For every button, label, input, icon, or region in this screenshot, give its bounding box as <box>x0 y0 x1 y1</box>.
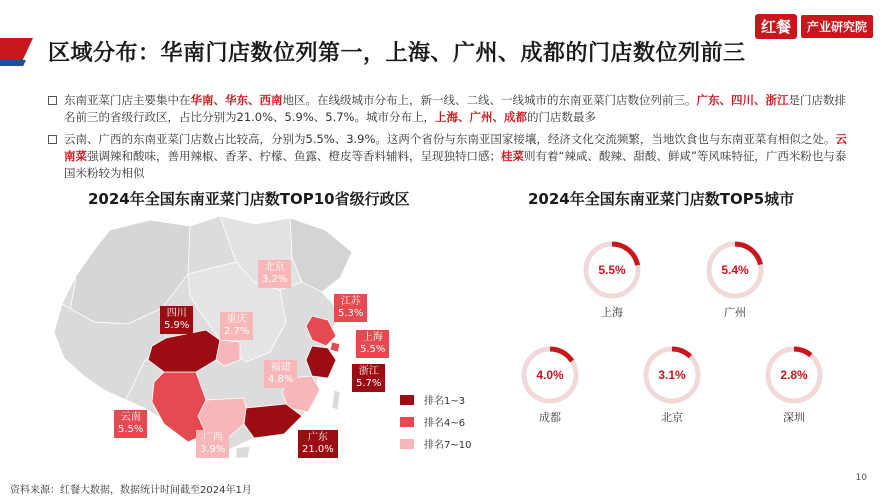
page-number: 10 <box>855 473 867 483</box>
highlight-text: 云南菜 <box>64 132 847 163</box>
map-legend <box>400 392 471 458</box>
legend-label: 排名4~6 <box>424 418 466 429</box>
callout-zhejiang: 浙江 5.7% <box>352 364 385 392</box>
callout-guangdong: 广东 21.0% <box>298 430 338 458</box>
city-donut-chart <box>500 215 860 465</box>
legend-item <box>400 414 471 429</box>
bullet-item <box>48 131 848 182</box>
page-title: 区域分布：华南门店数位列第一，上海、广州、成都的门店数位列前三 <box>48 41 746 66</box>
legend-label: 排名1~3 <box>424 396 466 407</box>
highlight-text: 华南、华东、西南 <box>190 93 283 107</box>
province-shanghai <box>330 342 340 352</box>
donut-value-label: 5.5% <box>598 263 626 277</box>
bullet-text <box>64 132 847 180</box>
callout-sichuan: 四川 5.9% <box>160 306 193 334</box>
donut-city-label: 广州 <box>724 306 746 319</box>
brand-logo <box>755 14 873 39</box>
body-text: 东南亚菜门店主要集中在 <box>64 93 191 107</box>
bullet-text <box>64 93 846 124</box>
callout-yunnan: 云南 5.5% <box>114 410 147 438</box>
donut-city-label: 成都 <box>539 411 561 424</box>
donut-value-label: 5.4% <box>721 263 749 277</box>
body-text: 则有着“辣咸、酸辣、甜酸、鲜咸”等风味特征，广西米粉也与泰国米粉较为相似 <box>64 149 847 180</box>
callout-guangxi: 广西 3.9% <box>196 430 229 458</box>
donut-value-label: 3.1% <box>658 368 686 382</box>
donut-city-label: 上海 <box>601 306 623 319</box>
legend-swatch <box>400 439 414 449</box>
donut-city-label: 深圳 <box>783 411 805 424</box>
callout-jiangsu: 江苏 5.3% <box>334 294 367 322</box>
highlight-text: 桂菜 <box>501 149 524 163</box>
legend-item <box>400 436 471 451</box>
taiwan-island <box>332 390 340 410</box>
body-text: 是门店数排名前三的省级行政区，占比分别为21.0%、5.9%、5.7%。城市分布上， <box>64 93 846 124</box>
legend-label: 排名7~10 <box>424 440 472 451</box>
header-accent-blue <box>0 60 26 66</box>
city-donut <box>524 349 576 424</box>
logo-text: 产业研究院 <box>801 15 873 38</box>
city-chart-title: 2024年全国东南亚菜门店数TOP5城市 <box>528 190 795 208</box>
city-donut <box>768 349 820 424</box>
header-accent-red <box>0 38 33 60</box>
body-text: 的门店数最多 <box>526 110 596 124</box>
header-accent-bar <box>0 38 37 68</box>
bullet-square-icon <box>48 96 57 105</box>
callout-fujian: 福建 4.8% <box>264 360 297 388</box>
body-text: 云南、广西的东南亚菜门店数占比较高，分别为5.5%、3.9%。这两个省份与东南亚国家接壤，经济文化交流频繁，当地饮食也与东南亚菜有相似之处。 <box>64 132 836 146</box>
bullet-list <box>48 92 848 187</box>
source-note: 资料来源：红餐大数据，数据统计时间截至2024年1月 <box>10 485 252 496</box>
bullet-square-icon <box>48 135 57 144</box>
callout-shanghai: 上海 5.5% <box>356 330 389 358</box>
city-donut <box>646 349 698 424</box>
body-text: 强调辣和酸味，善用辣椒、香茅、柠檬、鱼露、橙皮等香料辅料，呈现独特口感； <box>87 149 501 163</box>
donut-value-label: 4.0% <box>536 368 564 382</box>
legend-swatch <box>400 395 414 405</box>
logo-mark: 红餐 <box>755 14 797 39</box>
callout-chongqing: 重庆 2.7% <box>220 312 253 340</box>
callout-beijing: 北京 3.2% <box>258 260 291 288</box>
highlight-text: 广东、四川、浙江 <box>696 93 789 107</box>
legend-swatch <box>400 417 414 427</box>
province-hainan <box>236 446 250 458</box>
city-donut <box>709 244 761 319</box>
legend-item <box>400 392 471 407</box>
city-donut <box>586 244 638 319</box>
donut-city-label: 北京 <box>661 411 683 424</box>
map-chart-title: 2024年全国东南亚菜门店数TOP10省级行政区 <box>88 190 410 208</box>
donut-value-label: 2.8% <box>780 368 808 382</box>
body-text: 地区。在线级城市分布上，新一线、二线、一线城市的东南亚菜门店数位列前三。 <box>282 93 697 107</box>
bullet-item <box>48 92 848 126</box>
province-guangdong <box>244 404 302 438</box>
highlight-text: 上海、广州、成都 <box>434 110 527 124</box>
